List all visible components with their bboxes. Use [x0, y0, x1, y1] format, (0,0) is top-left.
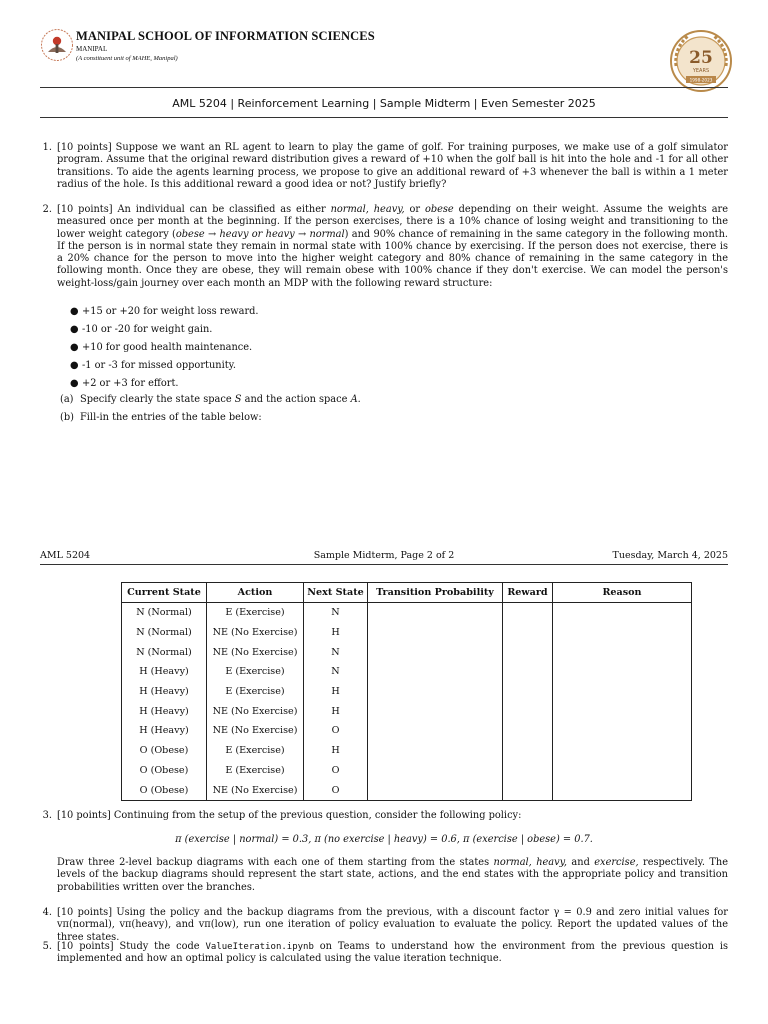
q2b-label: (b)	[60, 412, 74, 423]
table-cell	[553, 642, 692, 662]
table-row	[122, 780, 692, 800]
table-cell: N	[304, 603, 368, 623]
table-cell: NE (No Exercise)	[207, 721, 304, 741]
table-cell: E (Exercise)	[207, 761, 304, 781]
table-cell: O	[304, 721, 368, 741]
q2b-text: Fill-in the entries of the table below:	[80, 412, 262, 423]
title-rule	[40, 117, 728, 118]
table-cell: O	[304, 761, 368, 781]
header-rule	[40, 87, 728, 88]
table-cell	[503, 682, 553, 702]
table-cell: N (Normal)	[122, 623, 207, 643]
anniversary-seal-icon	[666, 26, 736, 96]
course-title: AML 5204 | Reinforcement Learning | Sample Midterm | Even Semester 2025	[172, 97, 596, 110]
col-header: Next State	[304, 583, 368, 603]
q5-number: 5.	[42, 941, 52, 952]
table-cell: N	[304, 642, 368, 662]
seal-years: 1998-2023	[689, 77, 713, 83]
institution-subtitle: (A constituent unit of MAHE, Manipal)	[76, 55, 178, 62]
table-row	[122, 623, 692, 643]
table-row	[122, 701, 692, 721]
table-cell: H	[304, 741, 368, 761]
table-cell: E (Exercise)	[207, 682, 304, 702]
table-cell	[503, 662, 553, 682]
table-cell	[553, 682, 692, 702]
list-item: -10 or -20 for weight gain.	[82, 324, 213, 335]
table-cell: O (Obese)	[122, 761, 207, 781]
col-header: Current State	[122, 583, 207, 603]
table-cell: NE (No Exercise)	[207, 701, 304, 721]
page-header-rule	[40, 564, 728, 565]
table-cell	[553, 741, 692, 761]
col-header: Reward	[503, 583, 553, 603]
page-header-center: Sample Midterm, Page 2 of 2	[313, 550, 455, 561]
table-row	[122, 761, 692, 781]
table-cell	[553, 780, 692, 800]
table-row	[122, 662, 692, 682]
seal-caption: YEARS	[692, 68, 710, 74]
table-cell	[503, 780, 553, 800]
page-header-right: Tuesday, March 4, 2025	[612, 550, 728, 561]
table-cell: N	[304, 662, 368, 682]
col-header: Reason	[553, 583, 692, 603]
q2a-label: (a)	[60, 394, 74, 405]
table-cell	[553, 721, 692, 741]
q2-number: 2.	[42, 204, 52, 215]
col-header: Transition Probability	[368, 583, 503, 603]
table-cell: E (Exercise)	[207, 603, 304, 623]
table-cell: E (Exercise)	[207, 741, 304, 761]
table-cell	[503, 721, 553, 741]
bullet-icon: ●	[70, 360, 79, 371]
bullet-icon: ●	[70, 342, 79, 353]
table-cell: N (Normal)	[122, 603, 207, 623]
table-cell: N (Normal)	[122, 642, 207, 662]
seal-number: 25	[689, 48, 713, 68]
q4-number: 4.	[42, 907, 52, 918]
table-cell	[503, 642, 553, 662]
transition-table	[121, 582, 692, 801]
table-cell: H (Heavy)	[122, 662, 207, 682]
page-header-left: AML 5204	[40, 550, 91, 561]
table-cell	[368, 603, 503, 623]
q2a-text: Specify clearly the state space S and the action space A.	[80, 394, 361, 405]
q5-text: [10 points] Study the code ValueIteration.ipynb on Teams to understand how the environment from the previous question is implemented and how an optimal policy is calculated using the value iteration technique.	[57, 941, 728, 965]
q1-text: [10 points] Suppose we want an RL agent to learn to play the game of golf. For training purposes, we make use of a golf simulator program. Assume that the original reward distribution gives a reward of +10 when the golf ball is hit into the hole and -1 for all other transitions. To aide the agents learning process, we propose to give an additional reward of +3 whenever the ball is within a 1 meter radius of the hole. Is this additional reward a good idea or not? Justify briefly?	[57, 142, 728, 190]
table-cell	[503, 701, 553, 721]
q1-number: 1.	[42, 142, 52, 153]
table-cell: O (Obese)	[122, 741, 207, 761]
table-cell: NE (No Exercise)	[207, 780, 304, 800]
table-cell: H	[304, 682, 368, 702]
table-cell	[368, 780, 503, 800]
table-row	[122, 603, 692, 623]
q3-number: 3.	[42, 810, 52, 821]
table-cell	[368, 721, 503, 741]
table-row	[122, 682, 692, 702]
table-cell	[368, 623, 503, 643]
table-cell	[368, 701, 503, 721]
list-item: +15 or +20 for weight loss reward.	[82, 306, 259, 317]
table-cell: O	[304, 780, 368, 800]
table-row	[122, 642, 692, 662]
policy-formula: π (exercise | normal) = 0.3, π (no exercise | heavy) = 0.6, π (exercise | obese) = 0.7.	[175, 834, 593, 845]
bullet-icon: ●	[70, 324, 79, 335]
table-cell	[503, 603, 553, 623]
table-cell	[553, 701, 692, 721]
table-row	[122, 721, 692, 741]
q2-text: [10 points] An individual can be classified as either normal, heavy, or obese depending on their weight. Assume the weights are measured once per month at the beginning. If the person exercises, there is a 10% chance of losing weight and transitioning to the lower weight category (obese → heavy or heavy → normal) and 90% chance of remaining in the same category in the following month. If the person is in normal state they remain in normal state with 100% chance by exercising. If the person does not exercise, there is a 20% chance for the person to move into the higher weight category and 80% chance of remaining in the same category in the following month. Once they are obese, they will remain obese with 100% chance if they don't exercise. We can model the person's weight-loss/gain journey over each month an MDP with the following reward structure:	[57, 204, 729, 289]
code-filename: ValueIteration.ipynb	[205, 942, 314, 952]
col-header: Action	[207, 583, 304, 603]
list-item: +10 for good health maintenance.	[82, 342, 253, 353]
bullet-icon: ●	[70, 306, 79, 317]
table-cell	[368, 642, 503, 662]
institution-city: MANIPAL	[76, 45, 108, 53]
table-cell	[503, 741, 553, 761]
q4-text: [10 points] Using the policy and the backup diagrams from the previous, with a discount factor γ = 0.9 and zero initial values for vπ(normal), vπ(heavy), and vπ(low), run one iteration of policy evaluation to evaluate the policy. Report the updated values of the three states.	[57, 907, 728, 943]
table-cell	[503, 623, 553, 643]
bullet-icon: ●	[70, 378, 79, 389]
q3-paragraph: Draw three 2-level backup diagrams with each one of them starting from the states normal, heavy, and exercise, respectively. The levels of the backup diagrams should represent the start state, actions, and the end states with the appropriate policy and transition probabilities written over the branches.	[57, 857, 729, 893]
table-cell	[553, 603, 692, 623]
table-cell	[553, 623, 692, 643]
list-item: -1 or -3 for missed opportunity.	[82, 360, 236, 371]
table-cell	[553, 662, 692, 682]
manipal-logo-icon	[40, 28, 74, 62]
table-cell: H (Heavy)	[122, 682, 207, 702]
table-cell	[368, 662, 503, 682]
q3-text: [10 points] Continuing from the setup of the previous question, consider the following policy:	[57, 810, 522, 821]
table-cell: H (Heavy)	[122, 721, 207, 741]
table-cell: H (Heavy)	[122, 701, 207, 721]
table-row	[122, 741, 692, 761]
table-cell: H	[304, 701, 368, 721]
table-cell	[503, 761, 553, 781]
table-cell	[368, 761, 503, 781]
list-item: +2 or +3 for effort.	[82, 378, 179, 389]
table-cell	[368, 682, 503, 702]
table-cell: NE (No Exercise)	[207, 623, 304, 643]
table-cell: NE (No Exercise)	[207, 642, 304, 662]
table-cell: H	[304, 623, 368, 643]
institution-name: MANIPAL SCHOOL OF INFORMATION SCIENCES	[76, 29, 375, 43]
table-cell	[553, 761, 692, 781]
table-cell: O (Obese)	[122, 780, 207, 800]
table-header-row	[122, 583, 692, 603]
table-cell	[368, 741, 503, 761]
table-cell: E (Exercise)	[207, 662, 304, 682]
